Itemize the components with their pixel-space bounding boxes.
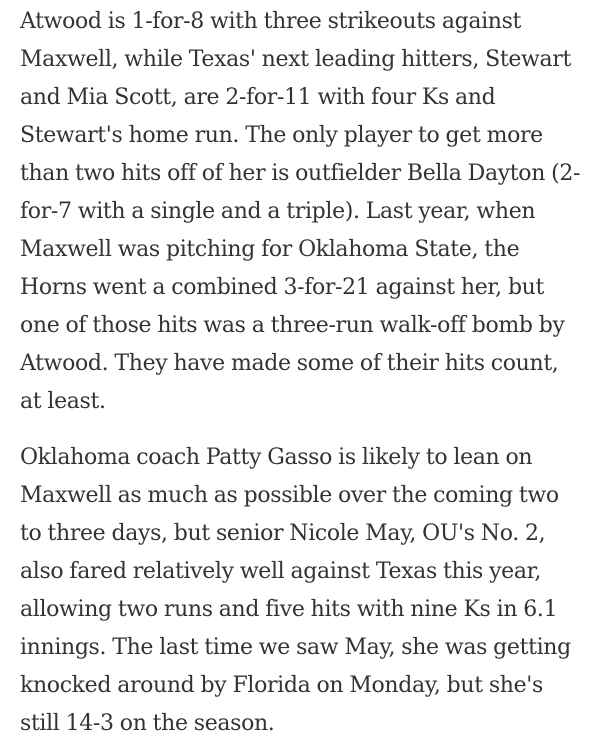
article-paragraph: Oklahoma coach Patty Gasso is likely to lean on Maxwell as much as possible over the coming two to three days, but senior Nicole May, OU's No. 2, also fared relatively well against Texas this year, allowing two runs and five hits with nine Ks in 6.1 innings. The last time we saw May, she was getting knocked around by Florida on Monday, but she's still 14-3 on the season.: [20, 445, 571, 736]
article-body: [20, 3, 585, 743]
article-paragraph: Atwood is 1-for-8 with three strikeouts against Maxwell, while Texas' next leading hitters, Stewart and Mia Scott, are 2-for-11 with four Ks and Stewart's home run. The only player to get more than two hits off of her is outfielder Bella Dayton (2-for-7 with a single and a triple). Last year, when Maxwell was pitching for Oklahoma State, the Horns went a combined 3-for-21 against her, but one of those hits was a three-run walk-off bomb by Atwood. They have made some of their hits count, at least.: [20, 9, 581, 414]
